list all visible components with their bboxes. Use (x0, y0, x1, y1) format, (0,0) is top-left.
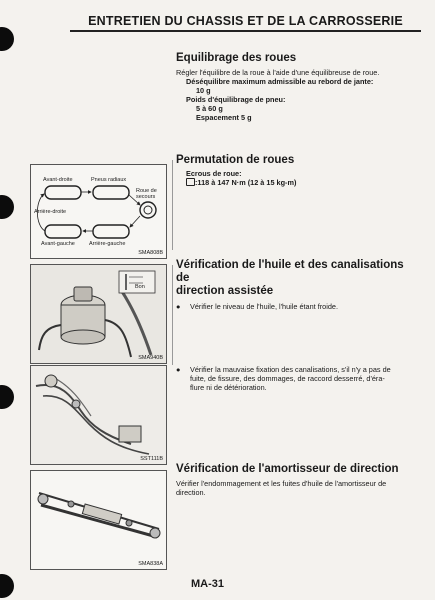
binder-hole (0, 195, 14, 219)
figure-code: SMA808B (138, 250, 163, 256)
figure-steering-damper (30, 470, 167, 570)
section-wheel-balance (176, 52, 419, 122)
label-spare-2: secours (136, 194, 156, 200)
max-value: 10 g (196, 86, 211, 95)
bullet-text-line: Vérifier la mauvaise fixation des canalisations, s'il n'y a pas de (190, 365, 391, 374)
bullet-text: Vérifier le niveau de l'huile, l'huile étant froide. (190, 302, 339, 311)
torque-wrench-icon (186, 178, 195, 186)
bullet-icon: ● (176, 365, 181, 374)
section-title: Permutation de roues (176, 154, 295, 166)
bullet-item (176, 365, 419, 392)
section-wheel-rotation (176, 154, 419, 187)
steering-lines-illustration (31, 366, 166, 464)
header-rule (70, 30, 421, 32)
torque-value: :118 à 147 N·m (12 à 15 kg-m) (195, 178, 297, 187)
label-bon: Bon (135, 284, 145, 290)
figure-tire-rotation (30, 164, 167, 259)
binder-hole (0, 385, 14, 409)
torque-spec (176, 178, 419, 187)
bullet-text-line: fuite, de fissure, des dommages, de raccord desserré, d'éra- (190, 374, 385, 383)
nuts-label: Ecrous de roue: (186, 169, 242, 178)
section-title-line: direction assistée (176, 285, 274, 297)
label-spare-1: Roue de (136, 188, 157, 194)
column-divider (172, 265, 173, 365)
section-title: Equilibrage des roues (176, 52, 297, 64)
label-rear-right: Arrière-droite (34, 209, 67, 215)
weights-spacing: Espacement 5 g (196, 113, 252, 122)
bullet-item (176, 302, 419, 311)
label-radial: Pneus radiaux (91, 177, 127, 183)
steering-damper-illustration (31, 471, 166, 569)
binder-hole (0, 574, 14, 598)
body-text-line: direction. (176, 488, 206, 497)
section-steering-fluid (176, 259, 419, 311)
label-front-right: Avant-droite (43, 177, 73, 183)
label-front-left: Avant-gauche (41, 241, 75, 247)
page-header: ENTRETIEN DU CHASSIS ET DE LA CARROSSERIE (88, 14, 403, 28)
binder-hole (0, 27, 14, 51)
weights-range: 5 à 60 g (196, 104, 223, 113)
figure-code: SMA940B (138, 355, 163, 361)
section-title-line: Vérification de l'huile et des canalisations de (176, 259, 404, 284)
page-number: MA-31 (191, 578, 225, 590)
max-label: Déséquilibre maximum admissible au rebord de jante: (186, 77, 374, 86)
section-steering-damper (176, 463, 419, 497)
column-divider (172, 160, 173, 250)
bullet-icon: ● (176, 302, 181, 311)
weights-label: Poids d'équilibrage de pneu: (186, 95, 286, 104)
figure-steering-lines (30, 365, 167, 465)
intro-text: Régler l'équilibre de la roue à l'aide d'une équilibreuse de roue. (176, 68, 380, 77)
reservoir-illustration (31, 265, 166, 363)
figure-code: SMA838A (138, 561, 163, 567)
section-title: Vérification de l'amortisseur de direction (176, 463, 399, 475)
bullet-text-line: flure ni de détérioration. (190, 383, 267, 392)
figure-code: SST111B (140, 456, 163, 462)
figure-reservoir (30, 264, 167, 364)
body-text-line: Vérifier l'endommagement et les fuites d'huile de l'amortisseur de (176, 479, 387, 488)
section-steering-lines (176, 365, 419, 392)
label-rear-left: Arrière-gauche (89, 241, 126, 247)
